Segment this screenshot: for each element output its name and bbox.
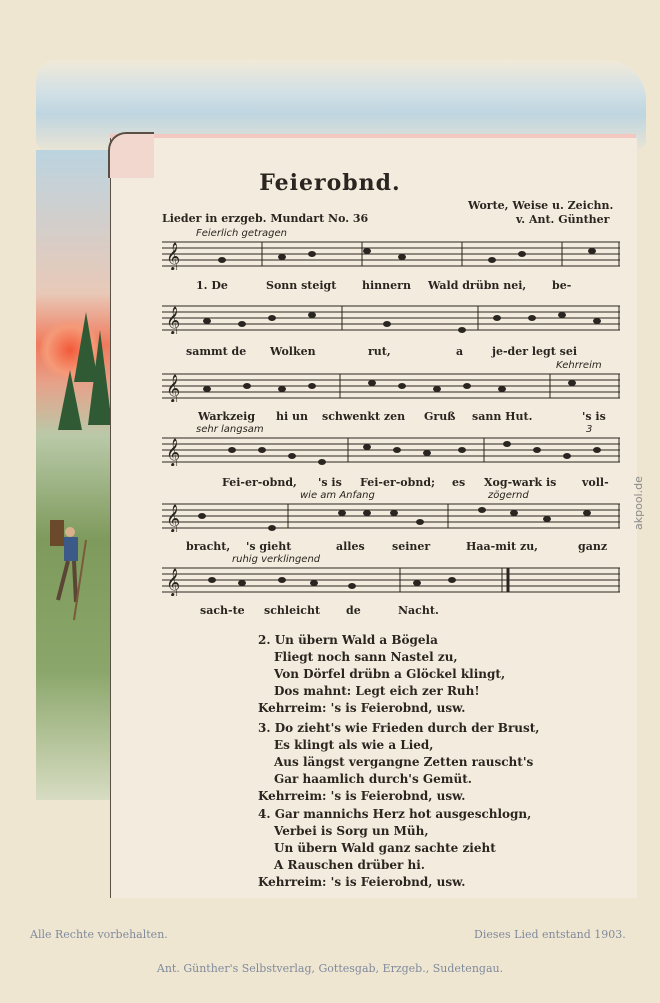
song-title: Feierobnd. bbox=[259, 170, 401, 196]
music-staff bbox=[162, 240, 620, 270]
triplet-mark: 3 bbox=[586, 424, 593, 435]
lyric-word: Gruß bbox=[424, 410, 456, 423]
verse-block bbox=[258, 806, 531, 891]
verse-block bbox=[258, 720, 539, 805]
svg-text:𝄞: 𝄞 bbox=[166, 504, 181, 532]
verse-line: Verbei is Sorg un Müh, bbox=[274, 824, 429, 838]
lyric-word: hi un bbox=[276, 410, 309, 423]
lyric-word: a bbox=[456, 345, 464, 358]
lyric-word: Nacht. bbox=[398, 604, 439, 617]
tempo-mark: wie am Anfang bbox=[300, 490, 375, 501]
lyric-word: Xog-wark is bbox=[484, 476, 557, 489]
music-staff bbox=[162, 372, 620, 402]
tempo-mark: Kehrreim bbox=[556, 360, 602, 371]
lyric-word: 's is bbox=[318, 476, 342, 489]
watermark: akpool.de bbox=[632, 476, 645, 530]
verse-line: A Rauschen drüber hi. bbox=[274, 858, 425, 872]
lyric-word: bracht, bbox=[186, 540, 231, 553]
svg-text:𝄞: 𝄞 bbox=[166, 306, 181, 334]
lyric-word: be- bbox=[552, 279, 572, 292]
lyric-word: es bbox=[452, 476, 466, 489]
verse-line: Von Dörfel drübn a Glöckel klingt, bbox=[274, 667, 506, 681]
lyric-word: 1. De bbox=[196, 279, 228, 292]
refrain-line: Kehrreim: 's is Feierobnd, usw. bbox=[258, 875, 466, 889]
verse-block bbox=[258, 632, 505, 717]
verse-line: 4. Gar mannichs Herz hot ausgeschlogn, bbox=[258, 807, 532, 821]
lyric-word: hinnern bbox=[362, 279, 411, 292]
origin-note: Dieses Lied entstand 1903. bbox=[474, 928, 626, 941]
publisher-line: Ant. Günther's Selbstverlag, Gottesgab, Erzgeb., Sudetengau. bbox=[156, 962, 504, 975]
refrain-line: Kehrreim: 's is Feierobnd, usw. bbox=[258, 701, 466, 715]
verse-line: Aus längst vergangne Zetten rauscht's bbox=[274, 755, 534, 769]
verse-line: Un übern Wald ganz sachte zieht bbox=[274, 841, 496, 855]
lyric-word: sammt de bbox=[186, 345, 247, 358]
credit-line2: v. Ant. Günther bbox=[516, 213, 610, 226]
music-staff bbox=[162, 566, 620, 596]
lyric-word: Fei-er-obnd, bbox=[222, 476, 297, 489]
lyric-word: voll- bbox=[582, 476, 609, 489]
lyric-word: Sonn steigt bbox=[266, 279, 337, 292]
lyric-word: 's is bbox=[582, 410, 606, 423]
refrain-line: Kehrreim: 's is Feierobnd, usw. bbox=[258, 789, 466, 803]
lyric-word: alles bbox=[336, 540, 365, 553]
lyric-word: Warkzeig bbox=[198, 410, 256, 423]
lyric-word: sach-te bbox=[200, 604, 245, 617]
lyric-word: de bbox=[346, 604, 361, 617]
verse-line: 3. Do zieht's wie Frieden durch der Brust, bbox=[258, 721, 540, 735]
lyric-word: 's gieht bbox=[246, 540, 292, 553]
lyric-word: schwenkt zen bbox=[322, 410, 406, 423]
verse-line: Gar haamlich durch's Gemüt. bbox=[274, 772, 472, 786]
verse-line: Fliegt noch sann Nastel zu, bbox=[274, 650, 458, 664]
lyric-word: seiner bbox=[392, 540, 431, 553]
lyric-word: Wolken bbox=[270, 345, 316, 358]
verse-line: Es klingt als wie a Lied, bbox=[274, 738, 434, 752]
svg-text:𝄞: 𝄞 bbox=[166, 568, 181, 596]
music-staff bbox=[162, 304, 620, 334]
lyric-word: Fei-er-obnd; bbox=[360, 476, 436, 489]
tempo-mark: ruhig verklingend bbox=[232, 554, 321, 565]
music-staff bbox=[162, 502, 620, 532]
tempo-mark: sehr langsam bbox=[196, 424, 264, 435]
fir-tree bbox=[58, 370, 82, 430]
music-staff bbox=[162, 436, 620, 466]
lyric-word: schleicht bbox=[264, 604, 321, 617]
wanderer-figure bbox=[36, 520, 112, 630]
lyric-word: rut, bbox=[368, 345, 391, 358]
series-subtitle: Lieder in erzgeb. Mundart No. 36 bbox=[162, 212, 369, 225]
lyric-word: sann Hut. bbox=[472, 410, 533, 423]
verse-line: Dos mahnt: Legt eich zer Ruh! bbox=[274, 684, 480, 698]
tempo-mark: Feierlich getragen bbox=[196, 228, 288, 239]
lyric-word: je-der legt sei bbox=[492, 345, 578, 358]
rights-note: Alle Rechte vorbehalten. bbox=[30, 928, 168, 941]
forest-illustration bbox=[36, 150, 112, 800]
credit-line1: Worte, Weise u. Zeichn. bbox=[468, 199, 614, 212]
lyric-word: Wald drübn nei, bbox=[428, 279, 527, 292]
svg-text:𝄞: 𝄞 bbox=[166, 374, 181, 402]
lyric-word: Haa-mit zu, bbox=[466, 540, 539, 553]
svg-text:𝄞: 𝄞 bbox=[166, 438, 181, 466]
fir-tree bbox=[88, 330, 112, 425]
svg-text:𝄞: 𝄞 bbox=[166, 242, 181, 270]
verse-line: 2. Un übern Wald a Bögela bbox=[258, 633, 438, 647]
tempo-mark: zögernd bbox=[488, 490, 529, 501]
lyric-word: ganz bbox=[578, 540, 608, 553]
